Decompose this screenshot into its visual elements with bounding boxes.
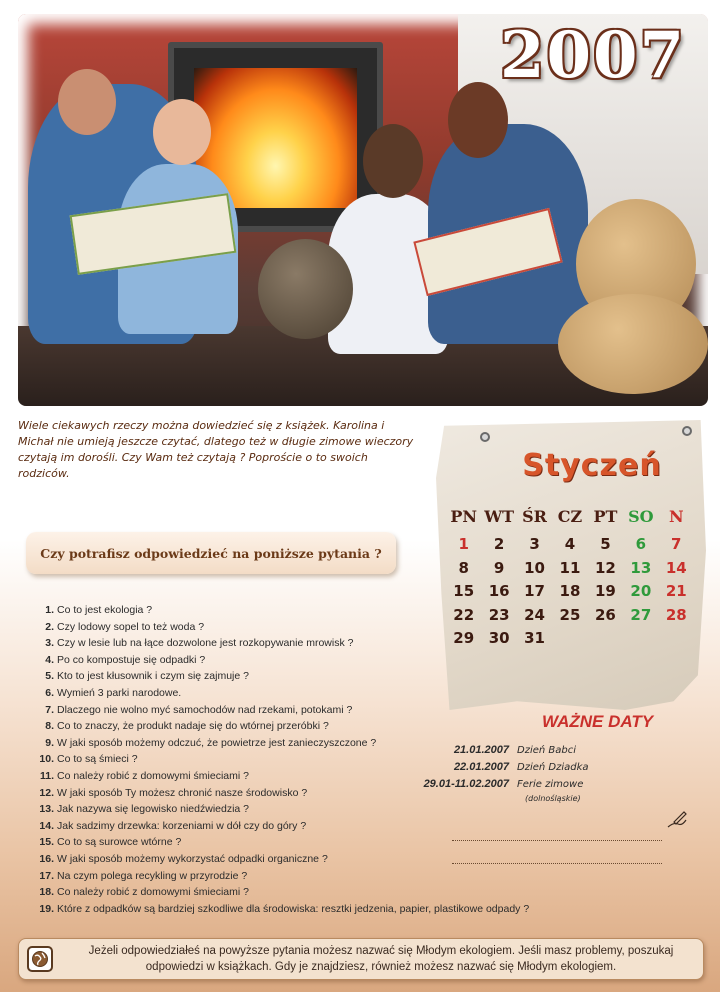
calendar-day: 13 (630, 558, 652, 577)
important-date-row (400, 776, 700, 793)
question-text: Jak sadzimy drzewka: korzeniami w dół czy do góry ? (57, 819, 307, 832)
question-text: Co to znaczy, że produkt nadaje się do wtórnej przeróbki ? (57, 720, 329, 733)
calendar-day (623, 628, 658, 650)
question-item (30, 702, 620, 719)
calendar-day: 16 (488, 582, 510, 600)
question-text: Co to są surowce wtórne ? (57, 836, 182, 849)
calendar-day (659, 628, 694, 650)
question-number: 14. (39, 819, 54, 832)
globe-icon (27, 946, 53, 972)
calendar-day: 27 (630, 605, 652, 624)
calendar-day: 10 (524, 558, 545, 577)
weekday-header: PN (450, 507, 478, 526)
question-number: 9. (45, 736, 54, 749)
calendar-day: 23 (488, 605, 510, 624)
question-text: Które z odpadków są bardziej szkodliwe dla środowiska: resztki jedzenia, papier, plastikowe odpady ? (57, 902, 530, 915)
important-date-event: Dzień Dziadka (517, 762, 589, 773)
question-text: W jaki sposób Ty możesz chronić nasze środowisko ? (57, 786, 308, 799)
question-text: Na czym polega recykling w przyrodzie ? (57, 869, 248, 882)
calendar-day: 4 (564, 535, 576, 553)
question-number: 11. (39, 769, 54, 782)
question-number: 16. (39, 852, 54, 865)
calendar-day: 3 (529, 535, 540, 553)
calendar-day: 9 (493, 558, 505, 577)
quiz-heading: Czy potrafisz odpowiedzieć na poniższe pytania ? (40, 545, 382, 561)
calendar-day: 20 (630, 582, 652, 600)
pin-icon (682, 426, 692, 436)
question-number: 19. (39, 902, 54, 915)
calendar-day: 28 (665, 605, 687, 624)
note-lines (452, 818, 662, 864)
important-date-row (400, 759, 700, 776)
calendar-day: 26 (594, 605, 616, 624)
question-text: Wymień 3 parki narodowe. (57, 686, 182, 699)
teddy-bear (258, 239, 353, 339)
question-text: Co należy robić z domowymi śmieciami ? (57, 886, 249, 899)
question-text: Jak nazywa się legowisko niedźwiedzia ? (57, 803, 250, 816)
weekday-header: N (668, 507, 684, 526)
question-text: Kto to jest kłusownik i czym się zajmuje ? (57, 670, 249, 683)
calendar-day: 18 (559, 582, 581, 600)
calendar-day: 14 (665, 558, 687, 577)
calendar-grid (446, 502, 694, 650)
question-number: 10. (39, 753, 54, 766)
question-text: Czy lodowy sopel to też woda ? (57, 620, 205, 633)
important-date: 22.01.2007 (453, 761, 509, 773)
calendar-day: 24 (524, 605, 545, 624)
question-text: Po co kompostuje się odpadki ? (57, 653, 206, 666)
important-dates-heading: WAŻNE DATY (542, 712, 654, 731)
weekday-header: ŚR (522, 507, 547, 526)
calendar-day: 25 (559, 605, 581, 624)
weekday-header: PT (593, 507, 618, 526)
question-text: Co należy robić z domowymi śmieciami ? (57, 769, 249, 782)
question-text: W jaki sposób możemy odczuć, że powietrze jest zanieczyszczone ? (57, 736, 377, 749)
question-number: 17. (39, 869, 54, 882)
calendar-day: 12 (594, 558, 616, 577)
calendar-day: 5 (600, 535, 611, 553)
calendar-day: 21 (665, 582, 687, 600)
note-line (452, 841, 662, 864)
calendar-day: 6 (635, 535, 647, 553)
important-date-event: Ferie zimowe (517, 779, 584, 790)
question-number: 12. (39, 786, 54, 799)
important-date-note: (dolnośląskie) (525, 794, 581, 803)
intro-text: Wiele ciekawych rzeczy można dowiedzieć się z książek. Karolina i Michał nie umieją jeszcze czytać, dlatego też w długie zimowe wieczory czytają im dorośli. Czy Wam też czytają ? Poproście o to swoich rodziców. (18, 419, 414, 480)
question-number: 5. (45, 670, 54, 683)
question-number: 7. (45, 703, 54, 716)
weekday-header: CZ (557, 507, 583, 526)
calendar-day: 8 (458, 558, 469, 577)
question-text: Co to jest ekologia ? (57, 604, 153, 616)
question-item (30, 718, 620, 735)
footer-text: Jeżeli odpowiedziałeś na powyższe pytania możesz nazwać się Młodym ekologiem. Jeśli masz problemy, poszukaj odpowiedzi w książkach. Gdy je znajdziesz, również możesz nazwać się Młodym ekologiem. (88, 945, 674, 973)
weekday-header: SO (628, 507, 654, 526)
calendar-day: 11 (559, 558, 581, 577)
calendar-day: 17 (524, 582, 545, 600)
question-number: 2. (45, 620, 54, 633)
calendar-day: 30 (488, 629, 510, 647)
question-text: W jaki sposób możemy wykorzystać odpadki organiczne ? (57, 852, 328, 865)
calendar-day: 7 (671, 535, 682, 553)
calendar-day: 29 (453, 629, 475, 647)
question-text: Co to są śmieci ? (57, 753, 138, 766)
question-item (30, 901, 620, 918)
question-number: 15. (39, 836, 54, 849)
calendar-day: 2 (493, 535, 505, 553)
important-date: 29.01-11.02.2007 (423, 778, 509, 790)
calendar-day: 15 (453, 582, 475, 600)
calendar-day: 22 (453, 605, 475, 624)
pin-icon (480, 432, 490, 442)
important-date: 21.01.2007 (453, 744, 509, 756)
question-number: 1. (45, 604, 54, 616)
question-item (30, 884, 620, 901)
footer-box (18, 938, 704, 980)
question-number: 18. (39, 886, 54, 899)
pen-icon (666, 810, 688, 830)
question-item (30, 868, 620, 885)
question-number: 6. (45, 686, 54, 699)
note-line (452, 818, 662, 841)
calendar-day: 1 (458, 535, 469, 553)
question-number: 4. (45, 653, 54, 666)
calendar-day: 19 (594, 582, 616, 600)
question-number: 8. (45, 720, 54, 733)
question-text: Czy w lesie lub na łące dozwolone jest rozkopywanie mrowisk ? (57, 637, 354, 650)
year-title: 2007 (499, 18, 687, 93)
question-number: 13. (39, 803, 54, 816)
important-date-event: Dzień Babci (517, 745, 577, 756)
question-text: Dlaczego nie wolno myć samochodów nad rzekami, potokami ? (57, 703, 353, 716)
calendar-day (552, 628, 587, 650)
weekday-header: WT (484, 507, 515, 526)
calendar-day: 31 (524, 629, 545, 647)
calendar-day (588, 628, 623, 650)
quiz-heading-banner (26, 532, 396, 574)
question-number: 3. (45, 637, 54, 650)
important-dates-list (400, 742, 700, 804)
month-name: Styczeń (522, 448, 662, 483)
important-date-row (400, 742, 700, 759)
